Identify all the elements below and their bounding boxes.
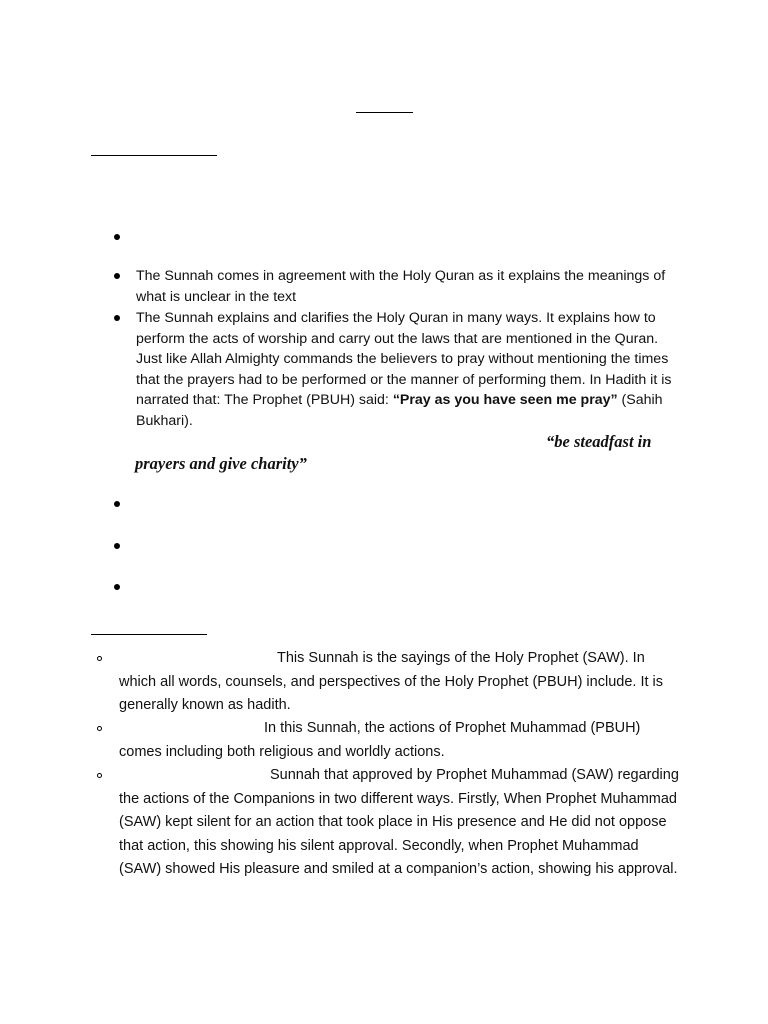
quote-line-2: prayers and give charity”	[135, 454, 307, 473]
type-2-bullet	[97, 726, 102, 731]
empty-bullet-4	[114, 584, 120, 590]
empty-bullet-3	[114, 543, 120, 549]
bullet-3-source: (Sahih Bukhari).	[136, 392, 663, 429]
bullet-3-main: The Sunnah explains and clarifies the Holy Quran in many ways. It explains how to perform the acts of worship and carry out the laws that are mentioned in the Quran. Just like Allah Almighty commands the believers to pray without mentioning the times that the prayers had to be performed or the manner of performing them. In Hadith it is narrated that: The Prophet (PBUH) said:	[136, 310, 672, 409]
bullet-3-hadith-quote: “Pray as you have seen me pray”	[392, 392, 618, 409]
bullet-2-text: The Sunnah comes in agreement with the Holy Quran as it explains the meanings of what is unclear in the text	[136, 268, 666, 305]
type-3-text: Sunnah that approved by Prophet Muhammad (SAW) regarding the actions of the Companions in two different ways. Firstly, When Prophet Muhammad (SAW) kept silent for an action that took place in His presence and He did not oppose that action, this showing his silent approval. Secondly, when Prophet Muhammad (SAW) showed His pleasure and smiled at a companion’s action, showing his approval.	[119, 767, 679, 878]
empty-bullet-1	[114, 234, 120, 240]
title-underline	[356, 112, 413, 113]
empty-bullet-2	[114, 501, 120, 507]
type-3-bullet	[97, 773, 102, 778]
quote-line-1: “be steadfast in	[546, 432, 652, 451]
bullet-2	[114, 273, 120, 279]
type-1-bullet	[97, 656, 102, 661]
type-1-text: This Sunnah is the sayings of the Holy Prophet (SAW). In which all words, counsels, and perspectives of the Holy Prophet (PBUH) include. It is generally known as hadith.	[119, 650, 663, 714]
bullet-3	[114, 315, 120, 321]
bullet-3-text	[136, 308, 681, 432]
type-2-text: In this Sunnah, the actions of Prophet Muhammad (PBUH) comes including both religious and worldly actions.	[119, 720, 641, 760]
section-heading-underline	[91, 155, 217, 156]
types-heading-underline	[91, 634, 207, 635]
